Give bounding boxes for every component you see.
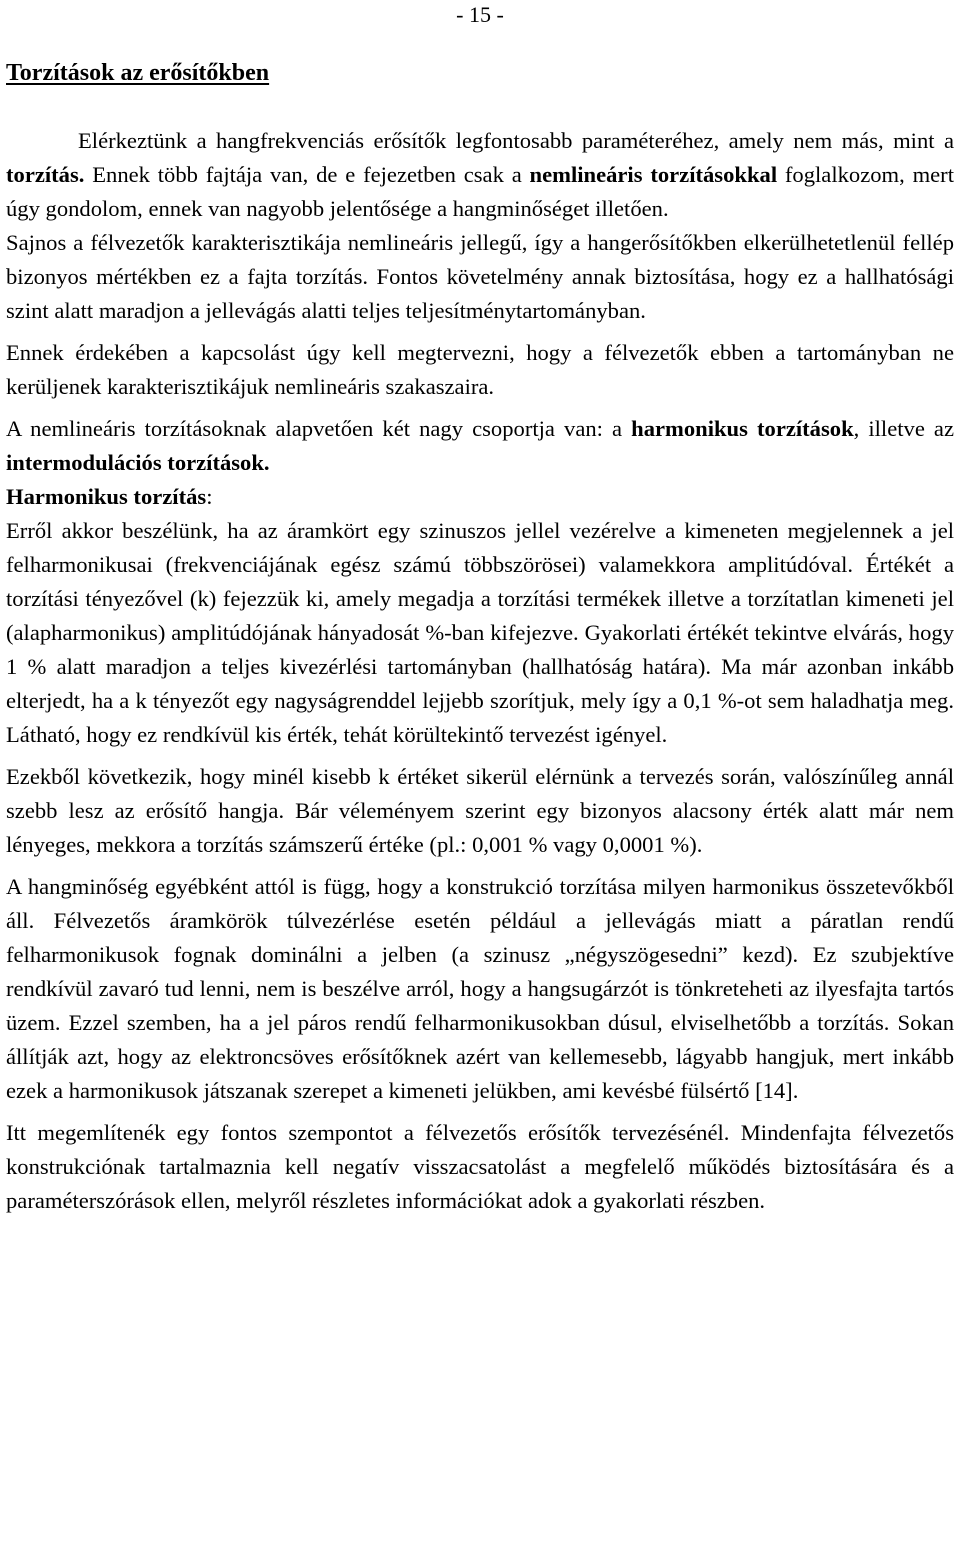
- page-number: - 15 -: [456, 2, 504, 27]
- text-run: Sajnos a félvezetők karakterisztikája nemlineáris jellegű, így a hangerősítőkben elkerülhetetlenül fellép bizonyos mértékben ez a fajta torzítás. Fontos követelmény annak biztosítása, hogy ez a hallhatósági szint alatt maradjon a jellevágás alatti teljes teljesítménytartományban.: [6, 230, 954, 323]
- paragraph-feedback: [6, 1116, 954, 1218]
- bold-term-torzitas: torzítás.: [6, 162, 85, 187]
- text-run: Itt megemlítenék egy fontos szempontot a félvezetős erősítők tervezésénél. Mindenfajta félvezetős konstrukciónak tartalmaznia kell negatív visszacsatolást a megfelelő működés biztosítására és a paraméterszórások ellen, melyről részletes információkat adok a gyakorlati részben.: [6, 1120, 954, 1213]
- text-run: Erről akkor beszélünk, ha az áramkört egy szinuszos jellel vezérelve a kimeneten megjelennek a jel felharmonikusai (frekvenciájának egész számú többszörösei) valamekkora amplitúdóval. Értékét a torzítási tényezővel (k) fejezzük ki, amely megadja a torzítási termékek illetve a torzítatlan kimeneti jel (alapharmonikus) amplitúdójának hányadosát %-ban kifejezve. Gyakorlati értékét tekintve elvárás, hogy 1 % alatt maradjon a teljes kivezérlési tartományban (hallhatóság határa). Ma már azonban inkább elterjedt, ha a k tényezőt egy nagyságrenddel lejjebb szorítjuk, mely így a 0,1 %-ot sem haladhatja meg. Látható, hogy ez rendkívül kis érték, tehát körültekintő tervezést igényel.: [6, 518, 954, 747]
- text-run: Elérkeztünk a hangfrekvenciás erősítők legfontosabb paraméteréhez, amely nem más, mint a: [78, 128, 954, 153]
- text-run: Ezekből következik, hogy minél kisebb k értéket sikerül elérnünk a tervezés során, valószínűleg annál szebb lesz az erősítő hangja. Bár véleményem szerint egy bizonyos alacsony érték alatt már nem lényeges, mekkora a torzítás számszerű értéke (pl.: 0,001 % vagy 0,0001 %).: [6, 764, 954, 857]
- paragraph-design: [6, 336, 954, 404]
- text-run: foglalkozom, mert úgy gondolom, ennek van nagyobb jelentősége a hangminőséget illetően.: [6, 162, 954, 221]
- bold-term-nemlinearis: nemlineáris torzításokkal: [529, 162, 778, 187]
- paragraph-sound-quality: [6, 870, 954, 1108]
- subheading-label: Harmonikus torzítás: [6, 484, 207, 509]
- paragraph-groups: [6, 412, 954, 480]
- text-run: Ennek érdekében a kapcsolást úgy kell megtervezni, hogy a félvezetők ebben a tartományban ne kerüljenek karakterisztikájuk nemlineáris szakaszaira.: [6, 340, 954, 399]
- text-run: :: [206, 484, 213, 509]
- chapter-title: Torzítások az erősítőkben: [6, 60, 270, 86]
- subheading-harmonic: [6, 480, 954, 514]
- bold-term-harmonikus: harmonikus torzítások: [631, 416, 854, 441]
- body-text: [6, 124, 954, 1226]
- text-run: A nemlineáris torzításoknak alapvetően két nagy csoportja van: a: [6, 416, 632, 441]
- paragraph-intro: [6, 124, 954, 226]
- paragraph-harmonic-definition: [6, 514, 954, 752]
- paragraph-k-value: [6, 760, 954, 862]
- text-run: , illetve az: [853, 416, 954, 441]
- text-run: A hangminőség egyébként attól is függ, hogy a konstrukció torzítása milyen harmonikus összetevőkből áll. Félvezetős áramkörök túlvezérlése esetén például a jellevágás miatt a páratlan rendű felharmonikusok fognak dominálni a jelben (a szinusz „négyszögesedni” kezd). Ez szubjektíve rendkívül zavaró tud lenni, nem is beszélve arról, hogy a hangsugárzót is tönkreteheti az ilyesfajta tartós üzem. Ezzel szemben, ha a jel páros rendű felharmonikusokban dúsul, elviselhetőbb a torzítás. Sokan állítják azt, hogy az elektroncsöves erősítőknek azért van kellemesebb, lágyabb hangjuk, mert inkább ezek a harmonikusok játszanak szerepet a kimeneti jelükben, ami kevésbé fülsértő [14].: [6, 874, 954, 1103]
- bold-term-intermodulacios: intermodulációs torzítások.: [6, 450, 270, 475]
- paragraph-semiconductor: [6, 226, 954, 328]
- text-run: Ennek több fajtája van, de e fejezetben csak a: [84, 162, 530, 187]
